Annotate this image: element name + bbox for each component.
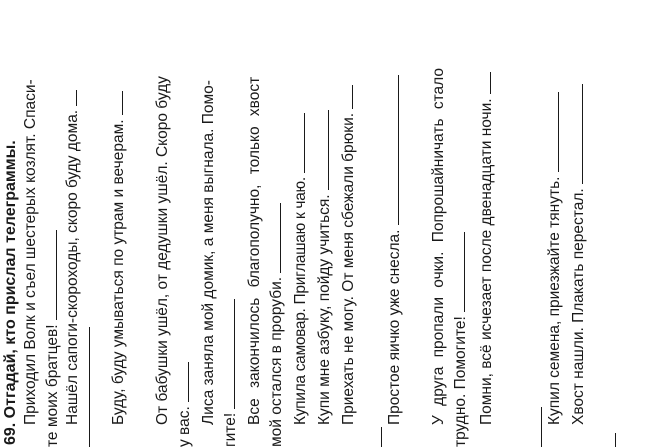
telegram-12-line-1 [476, 0, 494, 425]
telegram-7-line-1 [290, 0, 308, 425]
answer-blank[interactable] [384, 75, 399, 225]
telegram-10-line-1 [384, 0, 402, 425]
telegram-3-text: Буду, буду умываться по утрам и вечерам. [110, 119, 127, 425]
telegram-11-line-2-text: трудно. Помогите! [452, 316, 469, 447]
telegram-4-line-2 [174, 0, 192, 447]
exercise-title: 69. Отгадай, кто прислал телеграммы. [2, 140, 19, 445]
telegram-11-line-1: У друга пропали очки. Попрошайничать стало [430, 68, 447, 425]
telegram-6-line-2 [266, 0, 284, 447]
telegram-9-text: Приехать не могу. От меня сбежали брюки. [340, 112, 357, 425]
answer-blank[interactable] [174, 362, 189, 402]
answer-line[interactable] [380, 427, 382, 447]
answer-blank[interactable] [476, 72, 491, 94]
answer-blank[interactable] [568, 84, 583, 184]
telegram-9-line-1 [338, 0, 356, 425]
telegram-5-line-1: Лиса заняла мой домик, а меня выгнала. Помо- [200, 80, 217, 425]
answer-blank[interactable] [42, 230, 57, 320]
answer-blank[interactable] [62, 90, 77, 106]
telegram-10-text: Простое яичко уже снесла. [386, 229, 403, 425]
telegram-13-line-1 [544, 0, 562, 425]
answer-line[interactable] [540, 407, 542, 447]
telegram-6-line-1: Все закончилось благополучно, только хвост [246, 76, 263, 425]
telegram-4-line-1: От бабушки ушёл, от дедушки ушёл. Скоро буду [154, 76, 171, 425]
answer-blank[interactable] [314, 110, 329, 190]
telegram-11-line-2 [450, 0, 468, 447]
telegram-7-text: Купила самовар. Приглашаю к чаю. [292, 177, 309, 425]
telegram-2-text: Нашёл сапоги-скороходы, скоро буду дома. [64, 109, 81, 425]
telegram-4-line-2-text: у вас. [176, 406, 193, 447]
telegram-8-line-1 [314, 0, 332, 425]
answer-line[interactable] [88, 327, 90, 447]
telegram-1-line-2 [42, 0, 60, 447]
answer-blank[interactable] [220, 299, 235, 409]
telegram-6-line-2-text: мой остался в проруби. [268, 276, 285, 447]
telegram-8-text: Купи мне азбуку, пойду учиться. [316, 194, 333, 425]
answer-blank[interactable] [544, 92, 559, 172]
answer-blank[interactable] [266, 203, 281, 273]
answer-blank[interactable] [108, 91, 123, 115]
telegram-2-line-1 [62, 0, 80, 425]
telegram-13-text: Купил семена, приезжайте тянуть. [546, 176, 563, 425]
telegram-1-line-1: Приходил Волк и съел шестерых козлят. Спаси- [22, 79, 39, 425]
telegram-5-line-2 [220, 0, 238, 447]
answer-blank[interactable] [290, 113, 305, 173]
telegram-5-line-2-text: гите! [222, 412, 239, 447]
answer-blank[interactable] [450, 232, 465, 312]
telegram-12-text: Помни, всё исчезает после двенадцати ночи. [478, 98, 495, 425]
telegram-3-line-1 [108, 0, 126, 425]
telegram-14-line-1 [568, 0, 586, 425]
answer-blank[interactable] [338, 85, 353, 109]
telegram-14-text: Хвост нашли. Плакать перестал. [570, 188, 587, 425]
telegram-1-line-2-text: те моих братцев! [44, 324, 61, 447]
answer-line[interactable] [614, 433, 616, 447]
